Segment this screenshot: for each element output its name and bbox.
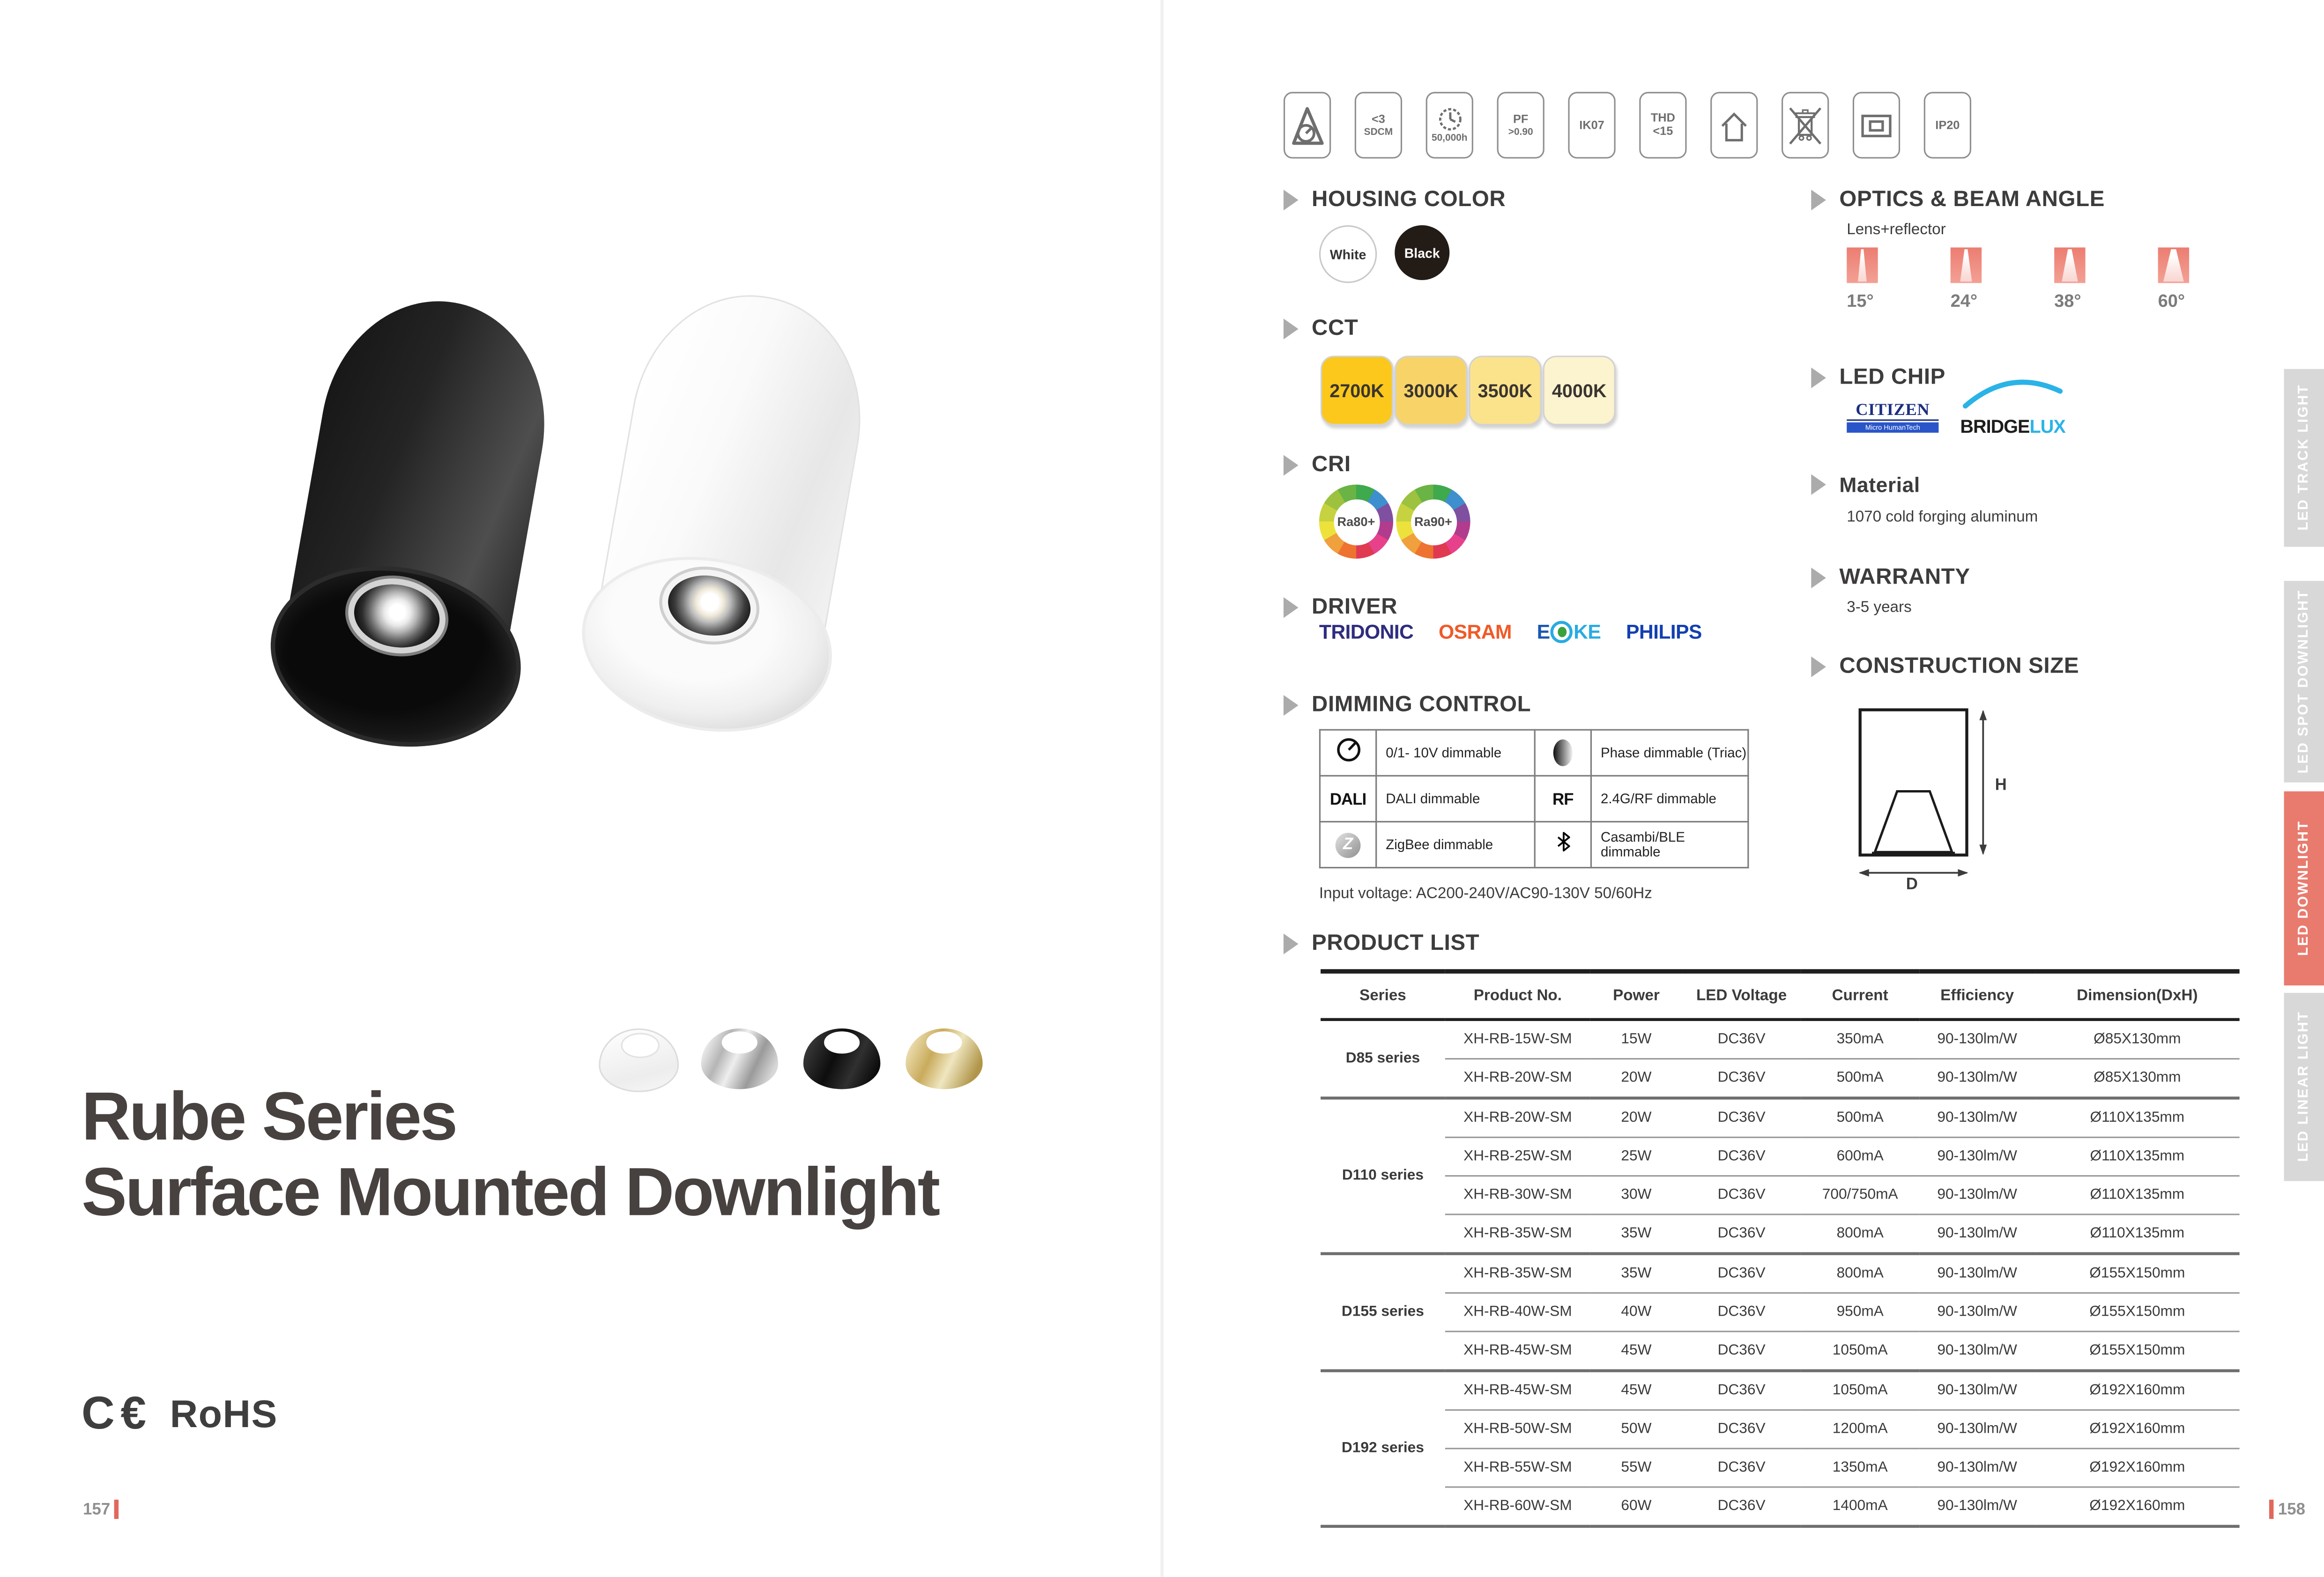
cell: 55W xyxy=(1590,1449,1682,1487)
cell: XH-RB-50W-SM xyxy=(1445,1410,1590,1448)
cell: 90-130lm/W xyxy=(1919,1059,2035,1098)
beam-angle-label: 15° xyxy=(1847,290,1874,311)
cell: XH-RB-25W-SM xyxy=(1445,1137,1590,1176)
cct-2700k-label: 2700K xyxy=(1329,380,1384,401)
cell: 1400mA xyxy=(1801,1487,1919,1526)
beam-angle-label: 60° xyxy=(2158,290,2185,311)
series-cell: D110 series xyxy=(1321,1098,1445,1253)
phase-icon xyxy=(1535,730,1591,776)
badge-class2 xyxy=(1853,92,1900,158)
section-material-title: Material xyxy=(1839,473,1920,496)
cell: XH-RB-45W-SM xyxy=(1445,1371,1590,1410)
section-cct-title: CCT xyxy=(1312,315,1359,341)
beam-angle-label: 24° xyxy=(1950,290,1978,311)
cell: XH-RB-55W-SM xyxy=(1445,1449,1590,1487)
col-series: Series xyxy=(1321,971,1445,1020)
cct-option-3000k xyxy=(1395,355,1467,425)
eoke-ring-icon xyxy=(1551,621,1573,643)
product-table-header xyxy=(1321,971,2240,1020)
table-row xyxy=(1321,1137,2240,1176)
table-row xyxy=(1321,1254,2240,1293)
section-construction-title: CONSTRUCTION SIZE xyxy=(1839,653,2079,679)
cell: Ø85X130mm xyxy=(2035,1020,2240,1059)
cell: Ø192X160mm xyxy=(2035,1410,2240,1448)
eoke-ke: KE xyxy=(1574,621,1601,644)
page-number-right xyxy=(2269,1500,2305,1519)
ik-label: IK07 xyxy=(1579,118,1604,132)
cri-wheel-ra80 xyxy=(1319,485,1393,559)
cell: DC36V xyxy=(1682,1059,1801,1098)
cell: 90-130lm/W xyxy=(1919,1332,2035,1371)
housing-black-label: Black xyxy=(1404,245,1440,260)
section-led-chip-title: LED CHIP xyxy=(1839,364,1945,390)
dimming-row xyxy=(1320,776,1748,822)
table-row xyxy=(1321,1098,2240,1137)
eoke-logo xyxy=(1537,621,1601,643)
pf-line1: PF xyxy=(1513,111,1529,126)
cell: XH-RB-35W-SM xyxy=(1445,1214,1590,1254)
section-product-list-title: PRODUCT LIST xyxy=(1312,930,1480,956)
cell: DC36V xyxy=(1682,1371,1801,1410)
cell: Ø110X135mm xyxy=(2035,1214,2240,1254)
side-tab-led-spot-downlight[interactable] xyxy=(2284,581,2324,782)
bridgelux-black-part: BRIDGE xyxy=(1960,416,2030,437)
beam-icon-38 xyxy=(2054,247,2085,283)
cell: XH-RB-40W-SM xyxy=(1445,1293,1590,1332)
section-warranty-title: WARRANTY xyxy=(1839,564,1970,590)
badge-sdcm xyxy=(1355,92,1402,158)
cell: Ø110X135mm xyxy=(2035,1137,2240,1176)
badge-weee xyxy=(1782,92,1829,158)
pf-line2: >0.90 xyxy=(1508,126,1533,137)
section-arrow-icon xyxy=(1284,933,1299,954)
side-tab-label: LED DOWNLIGHT xyxy=(2295,821,2312,956)
cell: Ø110X135mm xyxy=(2035,1098,2240,1137)
cri-wheel-ra90 xyxy=(1396,485,1470,559)
col-dimension: Dimension(DxH) xyxy=(2035,971,2240,1020)
cell: 90-130lm/W xyxy=(1919,1487,2035,1526)
page-title xyxy=(82,1079,938,1230)
beam-icon-60 xyxy=(2158,247,2189,283)
cell: XH-RB-20W-SM xyxy=(1445,1098,1590,1137)
dimming-row xyxy=(1320,730,1748,776)
input-voltage: Input voltage: AC200-240V/AC90-130V 50/60Hz xyxy=(1319,884,1652,903)
cell: 90-130lm/W xyxy=(1919,1293,2035,1332)
ip-label: IP20 xyxy=(1935,118,1960,132)
lifetime-label: 50,000h xyxy=(1431,133,1468,144)
cell: 1050mA xyxy=(1801,1371,1919,1410)
section-arrow-icon xyxy=(1811,367,1826,387)
cell: 500mA xyxy=(1801,1098,1919,1137)
optics-subtitle: Lens+reflector xyxy=(1847,221,1946,239)
cell: DC36V xyxy=(1682,1449,1801,1487)
page-title-line1: Rube Series xyxy=(82,1077,456,1155)
badge-thd xyxy=(1639,92,1686,158)
page-number-right-bar xyxy=(2269,1500,2273,1519)
cell: 90-130lm/W xyxy=(1919,1449,2035,1487)
cri-ra90-label: Ra90+ xyxy=(1414,514,1452,529)
class2-icon xyxy=(1860,112,1893,139)
cell: DC36V xyxy=(1682,1332,1801,1371)
cell: XH-RB-60W-SM xyxy=(1445,1487,1590,1526)
col-product-no: Product No. xyxy=(1445,971,1590,1020)
cell: 350mA xyxy=(1801,1020,1919,1059)
cct-option-2700k xyxy=(1321,355,1393,425)
dial-icon xyxy=(1320,730,1376,776)
cct-3500k-label: 3500K xyxy=(1478,380,1533,401)
reflector-chrome-hole xyxy=(722,1031,757,1053)
cell: 700/750mA xyxy=(1801,1176,1919,1214)
cell: 40W xyxy=(1590,1293,1682,1332)
section-dimming xyxy=(1284,692,1531,718)
col-power: Power xyxy=(1590,971,1682,1020)
page-number-left xyxy=(83,1500,119,1519)
cell: 90-130lm/W xyxy=(1919,1254,2035,1293)
beam-icon-15 xyxy=(1847,247,1878,283)
side-tab-label: LED LINEAR LIGHT xyxy=(2295,1011,2312,1162)
dimming-label: Phase dimmable (Triac) xyxy=(1591,730,1748,776)
cell: 90-130lm/W xyxy=(1919,1371,2035,1410)
citizen-logo xyxy=(1847,401,1938,432)
section-cct xyxy=(1284,316,1359,341)
section-arrow-icon xyxy=(1811,474,1826,495)
side-tab-led-track-light[interactable] xyxy=(2284,369,2324,547)
cell: Ø85X130mm xyxy=(2035,1059,2240,1098)
side-tab-led-linear-light[interactable] xyxy=(2284,993,2324,1181)
section-arrow-icon xyxy=(1284,454,1299,475)
tridonic-logo: TRIDONIC xyxy=(1319,621,1414,644)
cri-ra80-label: Ra80+ xyxy=(1337,514,1375,529)
indoor-house-icon xyxy=(1718,107,1751,143)
col-efficiency: Efficiency xyxy=(1919,971,2035,1020)
section-material xyxy=(1811,473,1920,496)
cell: DC36V xyxy=(1682,1137,1801,1176)
cell: 90-130lm/W xyxy=(1919,1098,2035,1137)
philips-logo: PHILIPS xyxy=(1626,621,1702,644)
section-driver-title: DRIVER xyxy=(1312,594,1398,620)
section-warranty xyxy=(1811,564,1970,590)
badge-power-factor xyxy=(1497,92,1544,158)
cell: XH-RB-15W-SM xyxy=(1445,1020,1590,1059)
thd-line2: <15 xyxy=(1653,124,1673,138)
cell: 50W xyxy=(1590,1410,1682,1448)
zigbee-z: Z xyxy=(1343,836,1353,854)
dimmable-icon xyxy=(1290,103,1325,148)
section-arrow-icon xyxy=(1811,656,1826,676)
cell: Ø110X135mm xyxy=(2035,1176,2240,1214)
cell: 30W xyxy=(1590,1176,1682,1214)
lifetime-clock-icon xyxy=(1437,107,1462,132)
cell: 20W xyxy=(1590,1059,1682,1098)
cell: 90-130lm/W xyxy=(1919,1214,2035,1254)
rf-badge xyxy=(1535,776,1591,822)
side-tab-label: LED SPOT DOWNLIGHT xyxy=(2295,589,2312,774)
cell: Ø155X150mm xyxy=(2035,1254,2240,1293)
page-gutter-divider xyxy=(1160,0,1163,1577)
section-arrow-icon xyxy=(1284,189,1299,209)
cell: 500mA xyxy=(1801,1059,1919,1098)
sdcm-value: <3 xyxy=(1371,111,1385,126)
section-housing-title: HOUSING COLOR xyxy=(1312,186,1506,212)
warranty-value: 3-5 years xyxy=(1847,599,1912,617)
cell: 45W xyxy=(1590,1332,1682,1371)
page-number-left-value: 157 xyxy=(83,1500,111,1518)
cell: 60W xyxy=(1590,1487,1682,1526)
housing-white-label: White xyxy=(1329,246,1366,262)
table-row xyxy=(1321,1410,2240,1448)
cell: 20W xyxy=(1590,1098,1682,1137)
section-dimming-title: DIMMING CONTROL xyxy=(1312,692,1531,718)
bridgelux-swoosh-icon xyxy=(1960,379,2066,409)
section-product-list xyxy=(1284,931,1479,956)
dimming-label: DALI dimmable xyxy=(1376,776,1535,822)
cell: 1350mA xyxy=(1801,1449,1919,1487)
eoke-dot-icon xyxy=(1557,627,1566,637)
cell: DC36V xyxy=(1682,1293,1801,1332)
cell: DC36V xyxy=(1682,1254,1801,1293)
dali-text: DALI xyxy=(1329,791,1366,809)
product-table xyxy=(1321,969,2240,1528)
dimming-label: 2.4G/RF dimmable xyxy=(1591,776,1748,822)
beam-icon-24 xyxy=(1951,247,1982,283)
driver-logos xyxy=(1319,621,1702,643)
col-current: Current xyxy=(1801,971,1919,1020)
badge-ip xyxy=(1924,92,1971,158)
table-row xyxy=(1321,1214,2240,1254)
cell: 90-130lm/W xyxy=(1919,1020,2035,1059)
cell: DC36V xyxy=(1682,1020,1801,1059)
side-tab-label: LED TRACK LIGHT xyxy=(2295,385,2312,532)
bridgelux-cyan-part: LUX xyxy=(2029,416,2065,437)
section-arrow-icon xyxy=(1811,567,1826,587)
cell: 35W xyxy=(1590,1214,1682,1254)
dimming-table xyxy=(1319,729,1749,868)
table-row xyxy=(1321,1449,2240,1487)
cell: DC36V xyxy=(1682,1176,1801,1214)
housing-option-black xyxy=(1395,225,1449,280)
cell: 45W xyxy=(1590,1371,1682,1410)
badge-ik xyxy=(1568,92,1615,158)
cell: 1050mA xyxy=(1801,1332,1919,1371)
cell: 950mA xyxy=(1801,1293,1919,1332)
table-row xyxy=(1321,1487,2240,1526)
col-led-voltage: LED Voltage xyxy=(1682,971,1801,1020)
construction-h-label: H xyxy=(1995,776,2007,794)
cell: XH-RB-20W-SM xyxy=(1445,1059,1590,1098)
cell: XH-RB-30W-SM xyxy=(1445,1176,1590,1214)
cell: 25W xyxy=(1590,1137,1682,1176)
construction-d-label: D xyxy=(1906,875,1918,894)
sdcm-label: SDCM xyxy=(1364,126,1393,137)
side-tab-led-downlight-active[interactable] xyxy=(2284,792,2324,985)
section-arrow-icon xyxy=(1284,596,1299,617)
citizen-wordmark: CITIZEN xyxy=(1847,401,1938,421)
page-title-line2: Surface Mounted Downlight xyxy=(82,1153,939,1230)
cell: 600mA xyxy=(1801,1137,1919,1176)
dimming-label: 0/1- 10V dimmable xyxy=(1376,730,1535,776)
page-number-right-value: 158 xyxy=(2278,1500,2306,1518)
eoke-e: E xyxy=(1537,621,1550,644)
series-cell: D85 series xyxy=(1321,1020,1445,1098)
section-driver xyxy=(1284,594,1397,620)
bridgelux-logo xyxy=(1960,379,2066,437)
material-value: 1070 cold forging aluminum xyxy=(1847,508,2038,526)
table-row xyxy=(1321,1176,2240,1214)
section-cri xyxy=(1284,452,1351,477)
series-cell: D192 series xyxy=(1321,1371,1445,1526)
product-photo-black xyxy=(239,278,594,765)
cct-3000k-label: 3000K xyxy=(1403,380,1459,401)
section-arrow-icon xyxy=(1284,318,1299,339)
cell: Ø155X150mm xyxy=(2035,1332,2240,1371)
cell: 90-130lm/W xyxy=(1919,1176,2035,1214)
dimming-row xyxy=(1320,822,1748,867)
osram-logo: OSRAM xyxy=(1439,621,1512,644)
cell: Ø155X150mm xyxy=(2035,1293,2240,1332)
construction-diagram xyxy=(1856,705,2007,899)
section-led-chip xyxy=(1811,364,1945,390)
cell: Ø192X160mm xyxy=(2035,1449,2240,1487)
table-row xyxy=(1321,1371,2240,1410)
cct-4000k-label: 4000K xyxy=(1552,380,1607,401)
cell: 800mA xyxy=(1801,1214,1919,1254)
badge-dimmable xyxy=(1284,92,1331,158)
beam-angle-label: 38° xyxy=(2054,290,2081,311)
bluetooth-icon xyxy=(1535,822,1591,867)
zigbee-icon xyxy=(1320,822,1376,867)
section-arrow-icon xyxy=(1811,189,1826,209)
bridgelux-wordmark xyxy=(1960,416,2066,437)
certifications xyxy=(82,1387,278,1440)
citizen-subtext: Micro HumanTech xyxy=(1847,422,1938,433)
cell: 800mA xyxy=(1801,1254,1919,1293)
cell: 90-130lm/W xyxy=(1919,1137,2035,1176)
section-optics-title: OPTICS & BEAM ANGLE xyxy=(1839,186,2105,212)
dimming-label: Casambi/BLE dimmable xyxy=(1591,822,1748,867)
cell: 35W xyxy=(1590,1254,1682,1293)
product-photo-white xyxy=(546,271,913,749)
cell: 1200mA xyxy=(1801,1410,1919,1448)
badge-lifetime xyxy=(1426,92,1473,158)
thd-line1: THD xyxy=(1650,111,1675,125)
cell: DC36V xyxy=(1682,1410,1801,1448)
cell: Ø192X160mm xyxy=(2035,1487,2240,1526)
cell: DC36V xyxy=(1682,1487,1801,1526)
badge-indoor xyxy=(1710,92,1758,158)
table-row xyxy=(1321,1059,2240,1098)
cell: 15W xyxy=(1590,1020,1682,1059)
weee-bin-icon xyxy=(1788,103,1823,148)
section-arrow-icon xyxy=(1284,694,1299,715)
section-construction xyxy=(1811,653,2079,679)
dali-badge xyxy=(1320,776,1376,822)
cell: 90-130lm/W xyxy=(1919,1410,2035,1448)
reflector-gold-hole xyxy=(927,1031,962,1053)
rf-text: RF xyxy=(1552,791,1574,809)
section-cri-title: CRI xyxy=(1312,452,1351,477)
cell: DC36V xyxy=(1682,1098,1801,1137)
cct-option-4000k xyxy=(1543,355,1616,425)
ce-mark-icon: C€ xyxy=(82,1387,152,1439)
cell: XH-RB-35W-SM xyxy=(1445,1254,1590,1293)
table-row xyxy=(1321,1293,2240,1332)
cell: DC36V xyxy=(1682,1214,1801,1254)
dimming-label: ZigBee dimmable xyxy=(1376,822,1535,867)
cct-option-3500k xyxy=(1469,355,1541,425)
series-cell: D155 series xyxy=(1321,1254,1445,1371)
reflector-white-hole xyxy=(621,1033,660,1058)
cell: XH-RB-45W-SM xyxy=(1445,1332,1590,1371)
cell: Ø192X160mm xyxy=(2035,1371,2240,1410)
housing-option-white xyxy=(1319,225,1377,283)
section-housing-color xyxy=(1284,187,1506,212)
table-row xyxy=(1321,1020,2240,1059)
reflector-black-hole xyxy=(824,1031,860,1053)
rohs-mark: RoHS xyxy=(170,1391,278,1436)
section-optics xyxy=(1811,187,2105,212)
table-row xyxy=(1321,1332,2240,1371)
page-number-left-bar xyxy=(115,1500,119,1519)
